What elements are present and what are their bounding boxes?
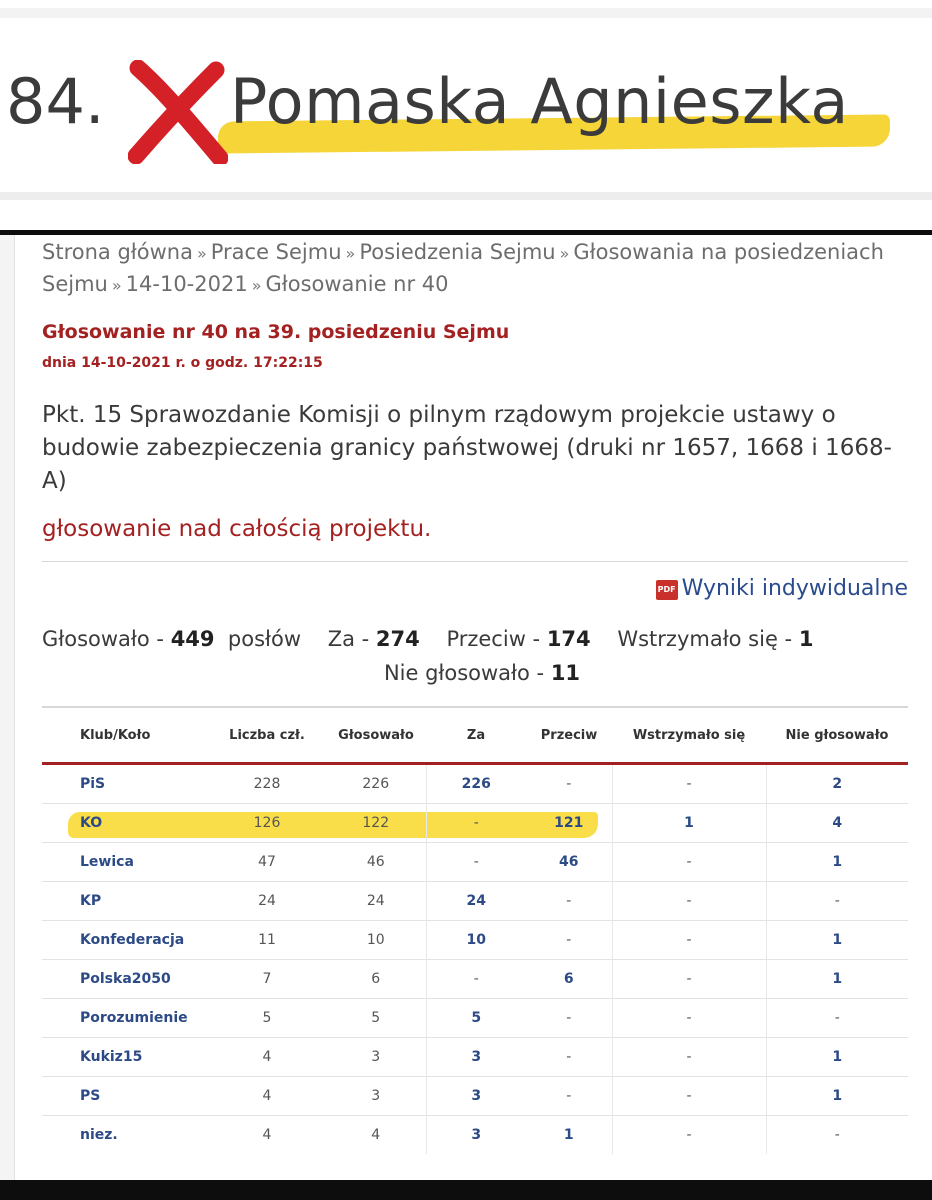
header-club: Klub/Koło — [42, 708, 208, 764]
cell-abstained: - — [612, 1077, 766, 1116]
cell-not-voted[interactable]: 4 — [766, 804, 908, 843]
cell-abstained: - — [612, 1038, 766, 1077]
cell-members: 4 — [208, 1116, 326, 1155]
cell-club[interactable]: niez. — [42, 1116, 208, 1155]
cell-voted: 4 — [326, 1116, 426, 1155]
cell-against: - — [526, 882, 612, 921]
cell-voted: 46 — [326, 843, 426, 882]
vote-subject: głosowanie nad całością projektu. — [42, 516, 432, 542]
cell-not-voted[interactable]: 1 — [766, 1038, 908, 1077]
cell-voted: 3 — [326, 1077, 426, 1116]
table-row — [42, 1038, 908, 1077]
banner-bottom-rule — [0, 192, 932, 200]
cell-against: - — [526, 1038, 612, 1077]
for-value: 274 — [375, 627, 420, 651]
cell-against: - — [526, 999, 612, 1038]
header-not-voted: Nie głosowało — [766, 708, 908, 764]
breadcrumb-current: Głosowanie nr 40 — [265, 272, 449, 296]
table-row — [42, 882, 908, 921]
summary-line-1 — [42, 622, 882, 656]
against-label: Przeciw - — [446, 627, 541, 651]
for-label: Za - — [327, 627, 370, 651]
vote-summary — [42, 622, 882, 690]
breadcrumb-separator: » — [345, 244, 356, 263]
cell-for[interactable]: 24 — [426, 882, 526, 921]
table-row — [42, 843, 908, 882]
cell-abstained: - — [612, 843, 766, 882]
individual-results-link[interactable] — [656, 574, 908, 604]
breadcrumb-votings[interactable]: Głosowania na posiedzeniach Sejmu — [42, 240, 884, 296]
cell-abstained: - — [612, 999, 766, 1038]
voted-label: Głosowało - — [42, 627, 164, 651]
x-mark-icon — [128, 60, 228, 164]
image-divider — [0, 230, 932, 235]
cell-members: 228 — [253, 776, 281, 792]
header-voted: Głosowało — [326, 708, 426, 764]
cell-against[interactable]: 46 — [526, 843, 612, 882]
left-sidebar-strip — [0, 235, 15, 1180]
table-row — [42, 960, 908, 999]
breadcrumb-sejm-work[interactable]: Prace Sejmu — [210, 240, 342, 264]
table-row — [42, 1077, 908, 1116]
pdf-icon: PDF — [656, 580, 678, 600]
cell-abstained[interactable]: 1 — [612, 804, 766, 843]
breadcrumb-separator: » — [111, 276, 122, 295]
candidate-number: 84. — [6, 65, 105, 138]
image-bottom-bar — [0, 1180, 932, 1200]
cell-for[interactable]: 3 — [426, 1077, 526, 1116]
cell-abstained: - — [612, 764, 766, 804]
results-table — [42, 708, 908, 1154]
breadcrumb-sittings[interactable]: Posiedzenia Sejmu — [359, 240, 556, 264]
breadcrumb-home[interactable]: Strona główna — [42, 240, 193, 264]
results-table-container — [42, 706, 908, 1154]
cell-for: - — [426, 960, 526, 999]
cell-members: 11 — [208, 921, 326, 960]
table-row — [42, 804, 908, 843]
cell-voted: 5 — [326, 999, 426, 1038]
cell-members: 5 — [208, 999, 326, 1038]
candidate-banner — [0, 0, 932, 230]
cell-for[interactable]: 3 — [426, 1116, 526, 1155]
cell-not-voted: - — [766, 999, 908, 1038]
breadcrumb-date[interactable]: 14-10-2021 — [125, 272, 248, 296]
breadcrumb — [42, 237, 902, 301]
cell-club[interactable]: KO — [42, 804, 208, 843]
cell-voted: 24 — [326, 882, 426, 921]
cell-members: 24 — [208, 882, 326, 921]
cell-abstained: - — [612, 960, 766, 999]
breadcrumb-separator: » — [196, 244, 207, 263]
cell-club[interactable]: KP — [42, 882, 208, 921]
summary-line-2 — [42, 656, 882, 690]
table-body — [42, 764, 908, 1155]
cell-club[interactable]: Konfederacja — [42, 921, 208, 960]
cell-abstained: - — [612, 1116, 766, 1155]
cell-club[interactable]: Kukiz15 — [42, 1038, 208, 1077]
voted-value: 449 — [170, 627, 215, 651]
abstained-value: 1 — [798, 627, 814, 651]
cell-voted: 122 — [326, 804, 426, 843]
cell-not-voted[interactable]: 1 — [766, 843, 908, 882]
cell-members: 4 — [208, 1038, 326, 1077]
table-row — [42, 999, 908, 1038]
cell-against[interactable]: 6 — [526, 960, 612, 999]
cell-voted: 10 — [326, 921, 426, 960]
table-header-row — [42, 708, 908, 764]
section-divider — [42, 561, 908, 562]
cell-not-voted[interactable]: 2 — [766, 764, 908, 804]
against-value: 174 — [546, 627, 591, 651]
cell-for[interactable]: 3 — [426, 1038, 526, 1077]
vote-title: Głosowanie nr 40 na 39. posiedzeniu Sejmu — [42, 321, 510, 343]
breadcrumb-separator: » — [559, 244, 570, 263]
voted-unit: posłów — [227, 627, 302, 651]
individual-results-label: Wyniki indywidualne — [681, 576, 908, 601]
cell-club[interactable]: Porozumienie — [42, 999, 208, 1038]
cell-voted: 6 — [326, 960, 426, 999]
vote-date: dnia 14-10-2021 r. o godz. 17:22:15 — [42, 355, 323, 371]
table-row — [42, 921, 908, 960]
cell-club[interactable]: PiS — [80, 776, 106, 792]
cell-not-voted: - — [766, 882, 908, 921]
cell-members: 47 — [208, 843, 326, 882]
banner-top-rule — [0, 8, 932, 18]
cell-club[interactable]: Polska2050 — [42, 960, 208, 999]
header-against: Przeciw — [526, 708, 612, 764]
cell-not-voted[interactable]: 1 — [766, 1077, 908, 1116]
not-voted-value: 11 — [550, 661, 581, 685]
cell-voted: 226 — [362, 776, 390, 792]
table-row — [42, 764, 908, 804]
cell-against[interactable]: 121 — [526, 804, 612, 843]
agenda-point: Pkt. 15 Sprawozdanie Komisji o pilnym rządowym projekcie ustawy o budowie zabezpieczenia granicy państwowej (druki nr 1657, 1668 i 1668-A) — [42, 402, 892, 494]
table-row — [42, 1116, 908, 1155]
cell-against: - — [526, 1077, 612, 1116]
header-abstained: Wstrzymało się — [612, 708, 766, 764]
cell-club[interactable]: PS — [42, 1077, 208, 1116]
cell-for[interactable]: 5 — [426, 999, 526, 1038]
cell-abstained: - — [612, 921, 766, 960]
candidate-name: Pomaska Agnieszka — [230, 65, 849, 138]
cell-against: - — [526, 921, 612, 960]
cell-members: 126 — [208, 804, 326, 843]
cell-club[interactable]: Lewica — [42, 843, 208, 882]
cell-not-voted[interactable]: 1 — [766, 921, 908, 960]
cell-not-voted[interactable]: 1 — [766, 960, 908, 999]
cell-abstained: - — [612, 882, 766, 921]
not-voted-label: Nie głosowało - — [383, 661, 545, 685]
cell-for: - — [426, 843, 526, 882]
cell-against[interactable]: 1 — [526, 1116, 612, 1155]
cell-members: 4 — [208, 1077, 326, 1116]
cell-not-voted: - — [766, 1116, 908, 1155]
cell-against: - — [566, 776, 572, 792]
header-for: Za — [426, 708, 526, 764]
header-members: Liczba czł. — [208, 708, 326, 764]
cell-for[interactable]: 10 — [426, 921, 526, 960]
cell-for: - — [426, 804, 526, 843]
cell-members: 7 — [208, 960, 326, 999]
cell-voted: 3 — [326, 1038, 426, 1077]
cell-for[interactable]: 226 — [426, 764, 526, 804]
abstained-label: Wstrzymało się - — [617, 627, 793, 651]
breadcrumb-separator: » — [251, 276, 262, 295]
